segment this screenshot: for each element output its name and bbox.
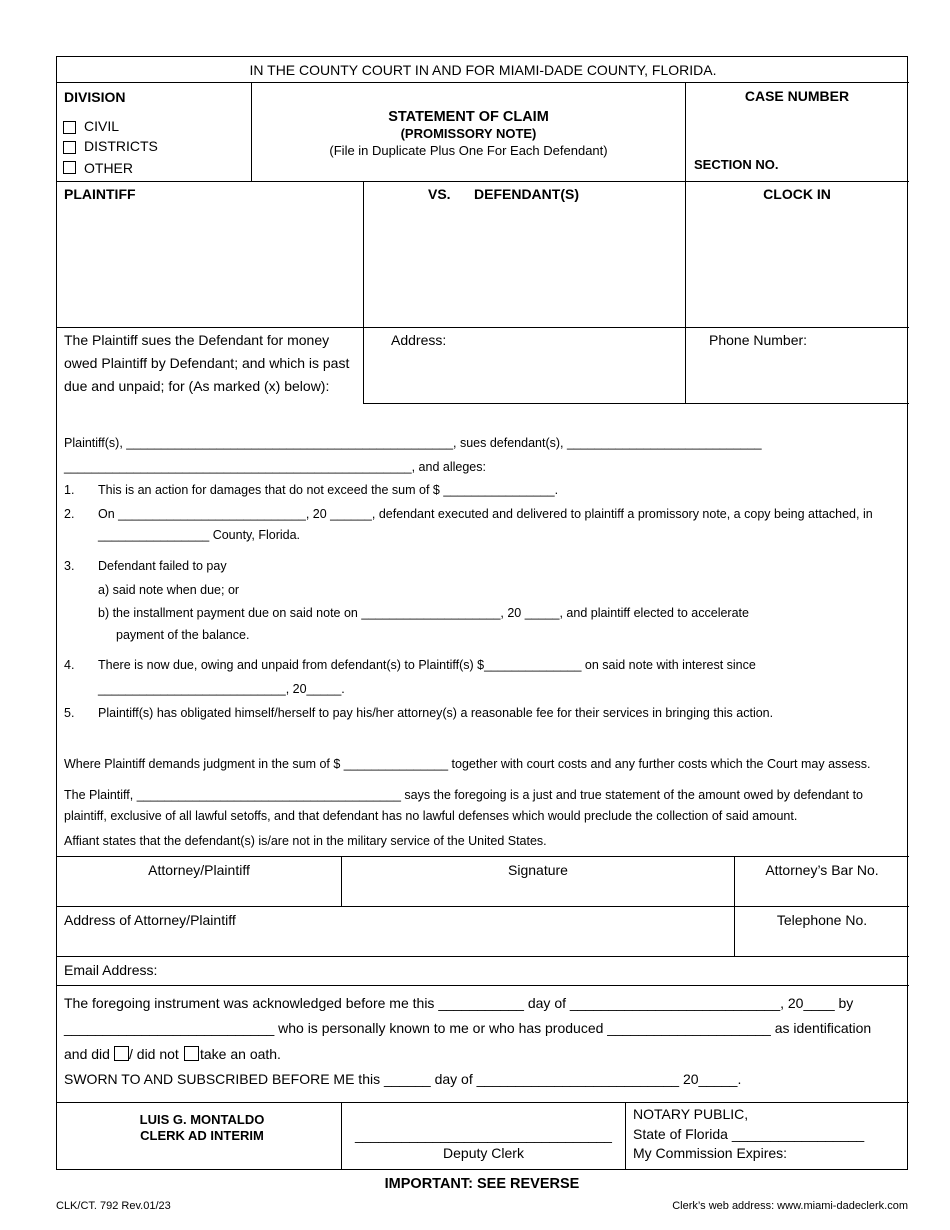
divider (363, 403, 909, 404)
civil-option-label: CIVIL (84, 118, 120, 134)
item-number: 4. (64, 658, 75, 672)
attorney-plaintiff-label: Attorney/Plaintiff (148, 862, 250, 878)
state-of-florida-label: State of Florida _________________ (633, 1126, 865, 1142)
plaintiff-label: PLAINTIFF (64, 186, 136, 202)
divider (685, 181, 686, 403)
deputy-signature-line: _________________________________ (355, 1127, 612, 1143)
military-statement: Affiant states that the defendant(s) is/are not in the military service of the United States. (64, 834, 547, 848)
item-2-text: ________________ County, Florida. (98, 528, 301, 542)
divider (57, 181, 909, 182)
clerk-title: CLERK AD INTERIM (140, 1128, 264, 1143)
divider (57, 985, 909, 986)
demand-text: Where Plaintiff demands judgment in the sum of $ _______________ together with court costs and any further costs which the Court may assess. (64, 757, 871, 771)
item-2-text: On ___________________________, 20 ______, defendant executed and delivered to plaintiff a promissory note, a copy being attached, in (98, 507, 873, 521)
attorney-address-label: Address of Attorney/Plaintiff (64, 912, 236, 928)
other-option-label: OTHER (84, 160, 133, 176)
case-number-label: CASE NUMBER (744, 88, 850, 104)
statement-text: plaintiff, exclusive of all lawful setoffs, and that defendant has no lawful defenses which would preclude the collection of said amount. (64, 809, 798, 823)
divider (57, 327, 909, 328)
item-1-text: This is an action for damages that do not exceed the sum of $ ________________. (98, 483, 559, 497)
divider (625, 1102, 626, 1170)
phone-number-label: Phone Number: (709, 332, 808, 348)
item-number: 1. (64, 483, 75, 497)
sues-text-line: owed Plaintiff by Defendant; and which is past (64, 355, 350, 371)
commission-expires-label: My Commission Expires: (633, 1145, 788, 1161)
oath-did-checkbox[interactable] (114, 1046, 129, 1061)
statement-text: The Plaintiff, ______________________________________ says the foregoing is a just and true statement of the amount owed by defendant to (64, 788, 863, 802)
divider (57, 82, 909, 83)
deputy-clerk-label: Deputy Clerk (443, 1145, 524, 1161)
court-heading: IN THE COUNTY COURT IN AND FOR MIAMI-DADE COUNTY, FLORIDA. (249, 62, 717, 78)
acknowledgment-text: ___________________________ who is personally known to me or who has produced _____________________ as identification (64, 1020, 872, 1036)
item-4-text: There is now due, owing and unpaid from defendant(s) to Plaintiff(s) $______________ on said note with interest since (98, 658, 756, 672)
defendant-label: DEFENDANT(S) (474, 186, 579, 202)
civil-checkbox[interactable] (63, 121, 76, 134)
notary-public-label: NOTARY PUBLIC, (633, 1106, 749, 1122)
form-subtitle: (PROMISSORY NOTE) (400, 126, 537, 141)
division-label: DIVISION (64, 89, 126, 105)
divider (57, 1102, 909, 1103)
clock-in-label: CLOCK IN (763, 186, 831, 202)
clerk-name: LUIS G. MONTALDO (139, 1112, 265, 1127)
claim-form (56, 56, 908, 1170)
vs-label: VS. (428, 186, 451, 202)
item-3b-text: payment of the balance. (116, 628, 250, 642)
oath-text: / did not (129, 1046, 179, 1062)
bar-number-label: Attorney’s Bar No. (765, 862, 879, 878)
divider (57, 906, 909, 907)
item-3b-text: b) the installment payment due on said note on ____________________, 20 _____, and plaintiff elected to accelerate (98, 606, 749, 620)
divider (363, 181, 364, 403)
intro-line: __________________________________________________, and alleges: (64, 460, 486, 474)
item-number: 2. (64, 507, 75, 521)
sworn-text: SWORN TO AND SUBSCRIBED BEFORE ME this ______ day of __________________________ 20_____. (64, 1071, 742, 1087)
districts-checkbox[interactable] (63, 141, 76, 154)
districts-option-label: DISTRICTS (84, 138, 158, 154)
section-number-label: SECTION NO. (694, 157, 779, 172)
item-4-text: ___________________________, 20_____. (98, 682, 345, 696)
other-checkbox[interactable] (63, 161, 76, 174)
email-label: Email Address: (64, 962, 158, 978)
divider (57, 956, 909, 957)
item-number: 3. (64, 559, 75, 573)
intro-line: Plaintiff(s), _______________________________________________, sues defendant(s), ____________________________ (64, 436, 762, 450)
sues-text-line: The Plaintiff sues the Defendant for money (64, 332, 330, 348)
oath-did-not-checkbox[interactable] (184, 1046, 199, 1061)
sues-text-line: due and unpaid; for (As marked (x) below): (64, 378, 330, 394)
form-number: CLK/CT. 792 Rev.01/23 (56, 1200, 171, 1212)
signature-label: Signature (508, 862, 568, 878)
item-3-text: Defendant failed to pay (98, 559, 227, 573)
divider (57, 856, 909, 857)
clerk-web-address: Clerk’s web address: www.miami-dadeclerk.com (672, 1200, 908, 1212)
important-notice: IMPORTANT: SEE REVERSE (384, 1176, 580, 1192)
form-title: STATEMENT OF CLAIM (388, 109, 549, 125)
item-number: 5. (64, 706, 75, 720)
oath-text: take an oath. (200, 1046, 281, 1062)
item-5-text: Plaintiff(s) has obligated himself/herself to pay his/her attorney(s) a reasonable fee for their services in bringing this action. (98, 706, 774, 720)
telephone-label: Telephone No. (776, 912, 868, 928)
acknowledgment-text: The foregoing instrument was acknowledged before me this ___________ day of ___________________________, 20____ by (64, 995, 854, 1011)
filing-instructions: (File in Duplicate Plus One For Each Defendant) (329, 143, 608, 158)
address-label: Address: (391, 332, 447, 348)
item-3a-text: a) said note when due; or (98, 583, 240, 597)
oath-text: and did (64, 1046, 110, 1062)
